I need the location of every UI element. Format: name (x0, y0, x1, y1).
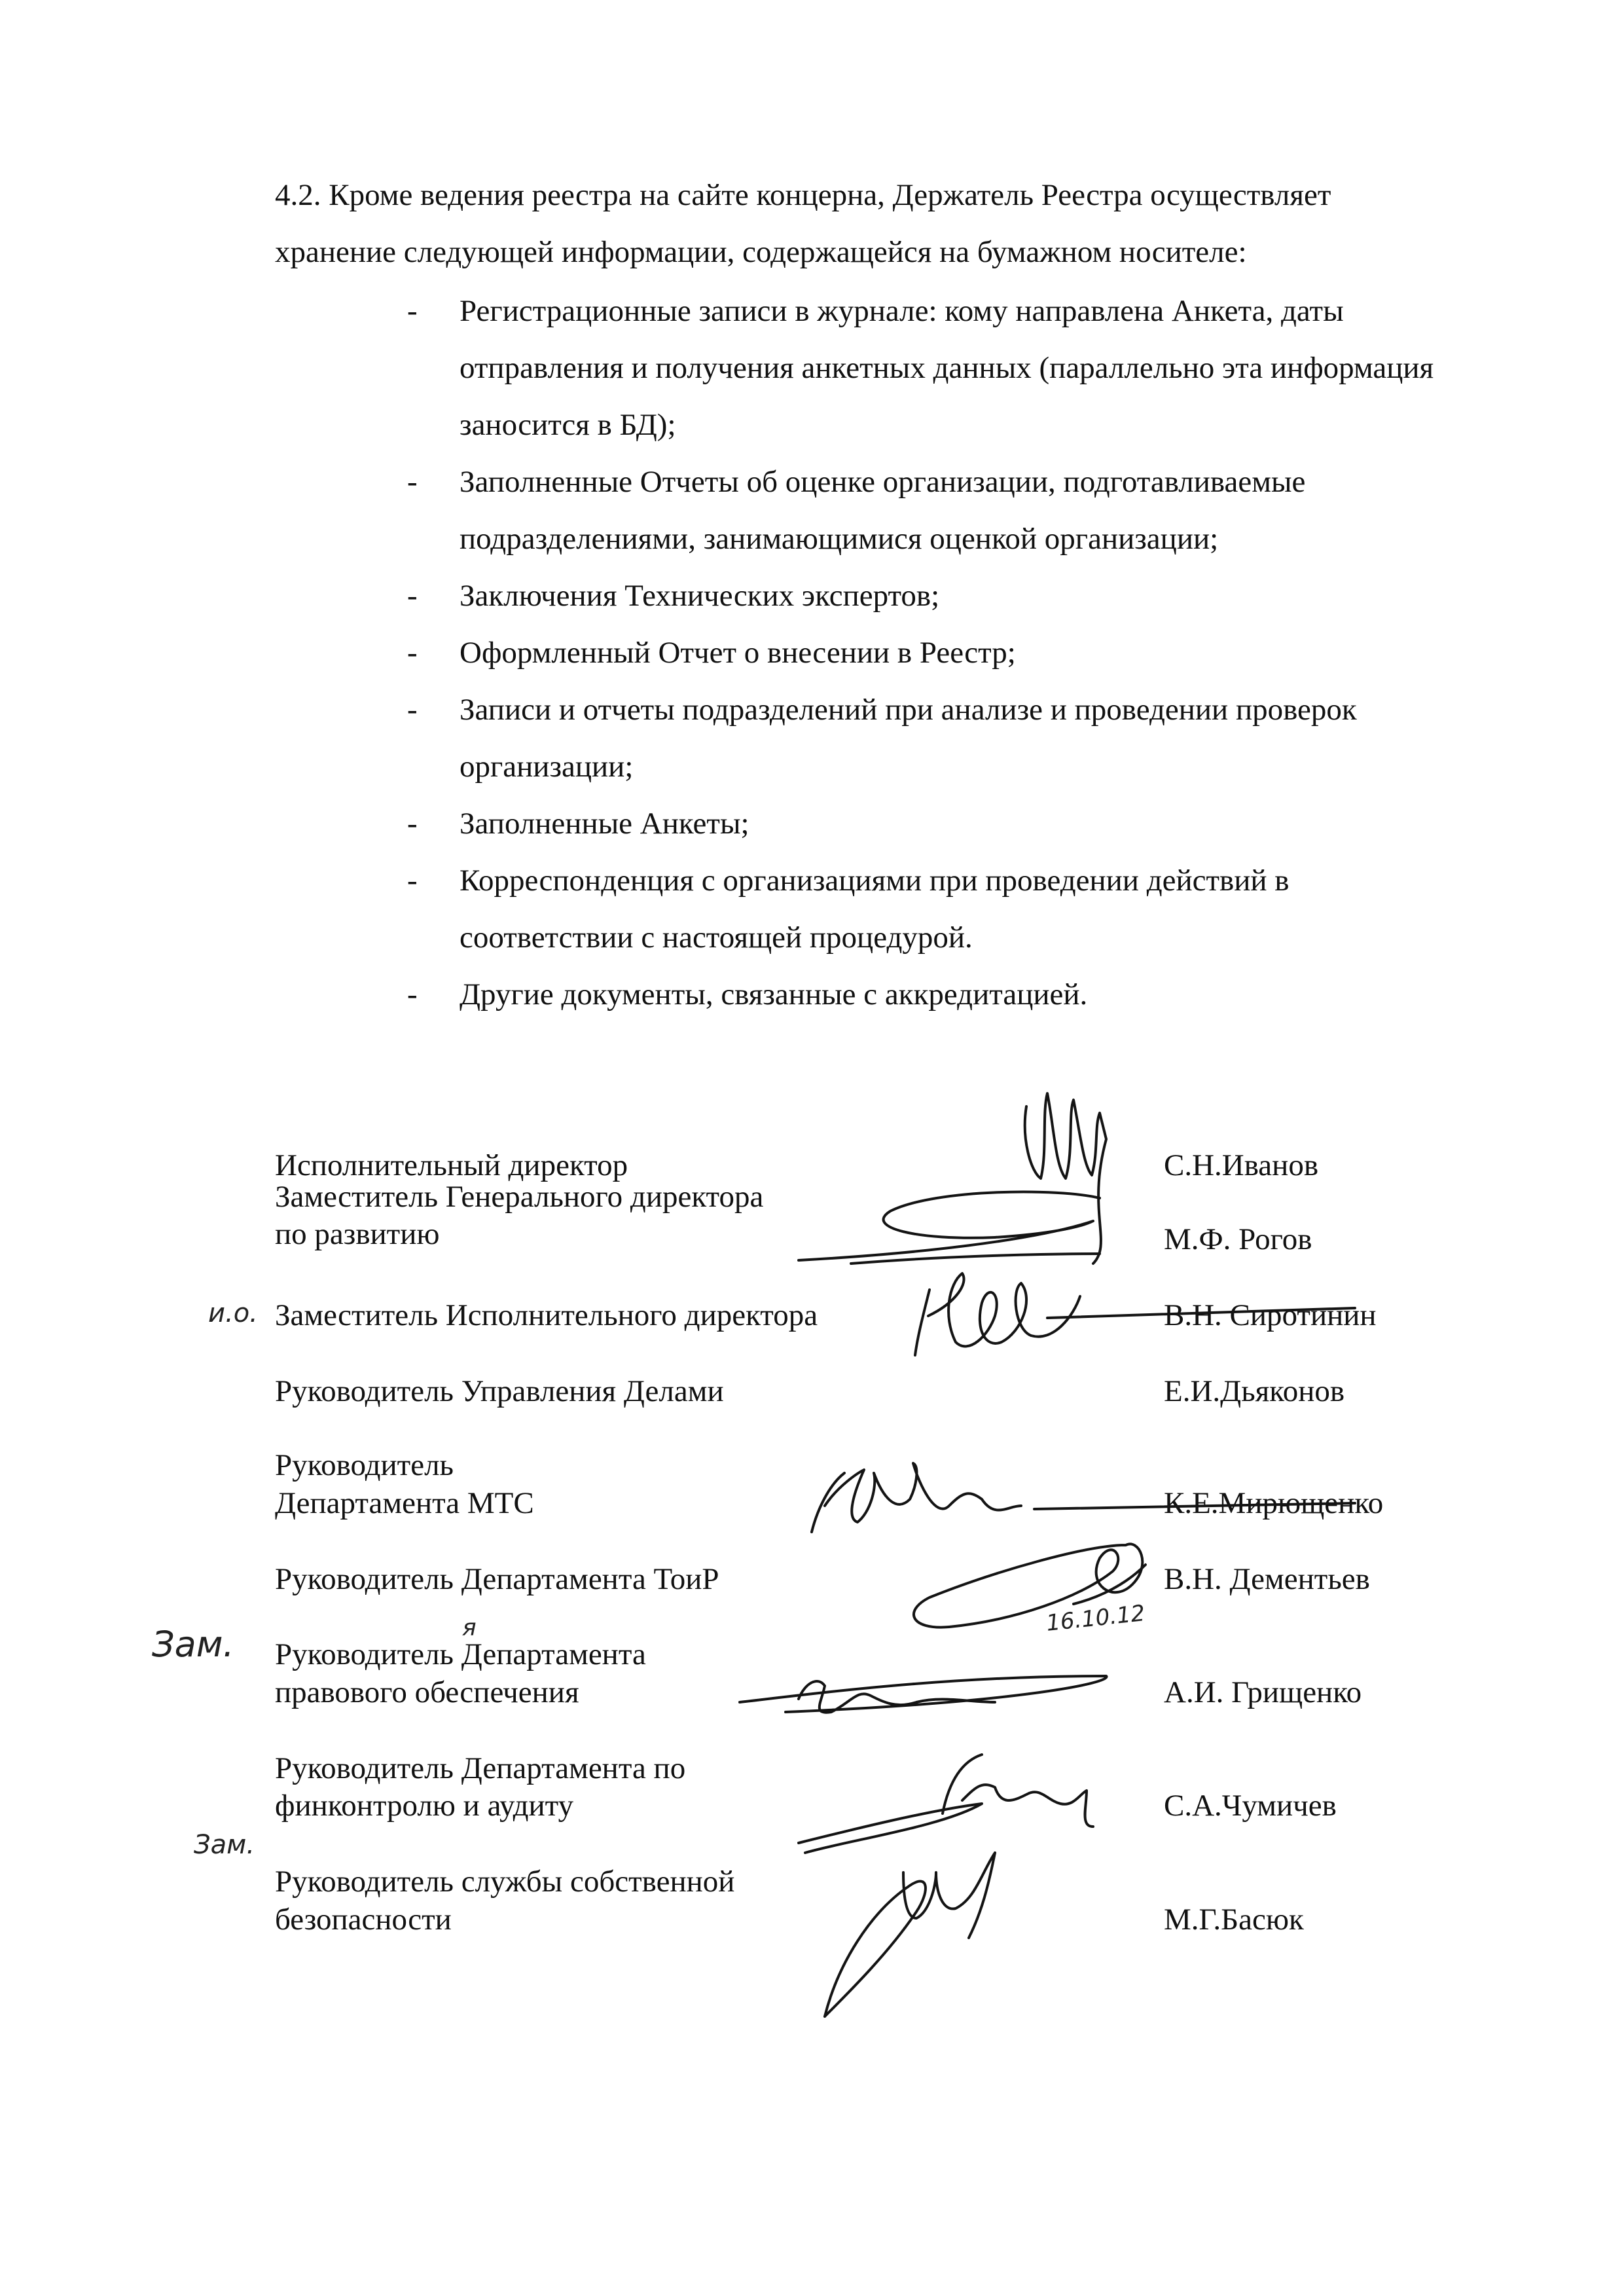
signer-role: Руководитель Департамента ТоиР (275, 1562, 719, 1596)
signer-name: Е.И.Дьяконов (1164, 1374, 1345, 1408)
list-item: - Корреспонденция с организациями при проведении действий в соответствии с настоящей процедурой. (275, 852, 1453, 966)
signer-name: М.Г.Басюк (1164, 1903, 1304, 1937)
list-item: - Заполненные Анкеты; (275, 795, 1453, 852)
signer-role: Руководитель Департамента по (275, 1751, 686, 1785)
list-item: - Другие документы, связанные с аккредитацией. (275, 966, 1453, 1023)
list-dash: - (407, 579, 418, 613)
signer-name: С.Н.Иванов (1164, 1148, 1319, 1182)
signer-name: С.А.Чумичев (1164, 1789, 1337, 1823)
list-item: - Заключения Технических экспертов; (275, 568, 1453, 625)
signer-role: Руководитель Департамента (275, 1637, 646, 1671)
signer-role: правового обеспечения (275, 1675, 579, 1709)
handwritten-zam-mark: Зам. (152, 1624, 234, 1665)
handwritten-ya-mark: я (462, 1614, 477, 1641)
signer-name: М.Ф. Рогов (1164, 1222, 1312, 1256)
list-item: - Оформленный Отчет о внесении в Реестр; (275, 625, 1453, 682)
signer-role: по развитию (275, 1217, 440, 1251)
signer-name: В.Н. Сиротинин (1164, 1298, 1377, 1332)
signer-role: безопасности (275, 1903, 452, 1937)
signer-role: Заместитель Исполнительного директора (275, 1298, 818, 1332)
handwritten-zam-mark: Зам. (194, 1830, 255, 1860)
list-dash: - (407, 294, 418, 328)
list-dash: - (407, 465, 418, 499)
signer-name: А.И. Грищенко (1164, 1675, 1362, 1709)
signer-name: К.Е.Мирющенко (1164, 1486, 1384, 1520)
signer-role: Руководитель службы собственной (275, 1865, 735, 1899)
signer-role: Руководитель (275, 1448, 454, 1482)
signer-role: Руководитель Управления Делами (275, 1374, 724, 1408)
list-dash: - (407, 693, 418, 727)
signer-role: Заместитель Генерального директора (275, 1180, 764, 1214)
list-dash: - (407, 977, 418, 1011)
list-item: - Заполненные Отчеты об оценке организации, подготавливаемые подразделениями, занимающимися оценкой организации; (275, 454, 1453, 568)
list-dash: - (407, 636, 418, 670)
signer-role: финконтролю и аудиту (275, 1789, 574, 1823)
list-dash: - (407, 864, 418, 898)
signer-name: В.Н. Дементьев (1164, 1562, 1370, 1596)
signer-role: Исполнительный директор (275, 1148, 628, 1182)
list-item: - Регистрационные записи в журнале: кому направлена Анкета, даты отправления и получения анкетных данных (параллельно эта информация заносится в БД); (275, 283, 1453, 454)
handwritten-io-mark: и.о. (208, 1298, 258, 1328)
list-dash: - (407, 807, 418, 841)
list-item: - Записи и отчеты подразделений при анализе и проведении проверок организации; (275, 682, 1453, 795)
handwritten-date-mark: 16.10.12 (1045, 1600, 1147, 1637)
signer-role: Департамента МТС (275, 1486, 534, 1520)
intro-paragraph: 4.2. Кроме ведения реестра на сайте концерна, Держатель Реестра осуществляет хранение следующей информации, содержащейся на бумажном носителе: (275, 178, 1331, 269)
